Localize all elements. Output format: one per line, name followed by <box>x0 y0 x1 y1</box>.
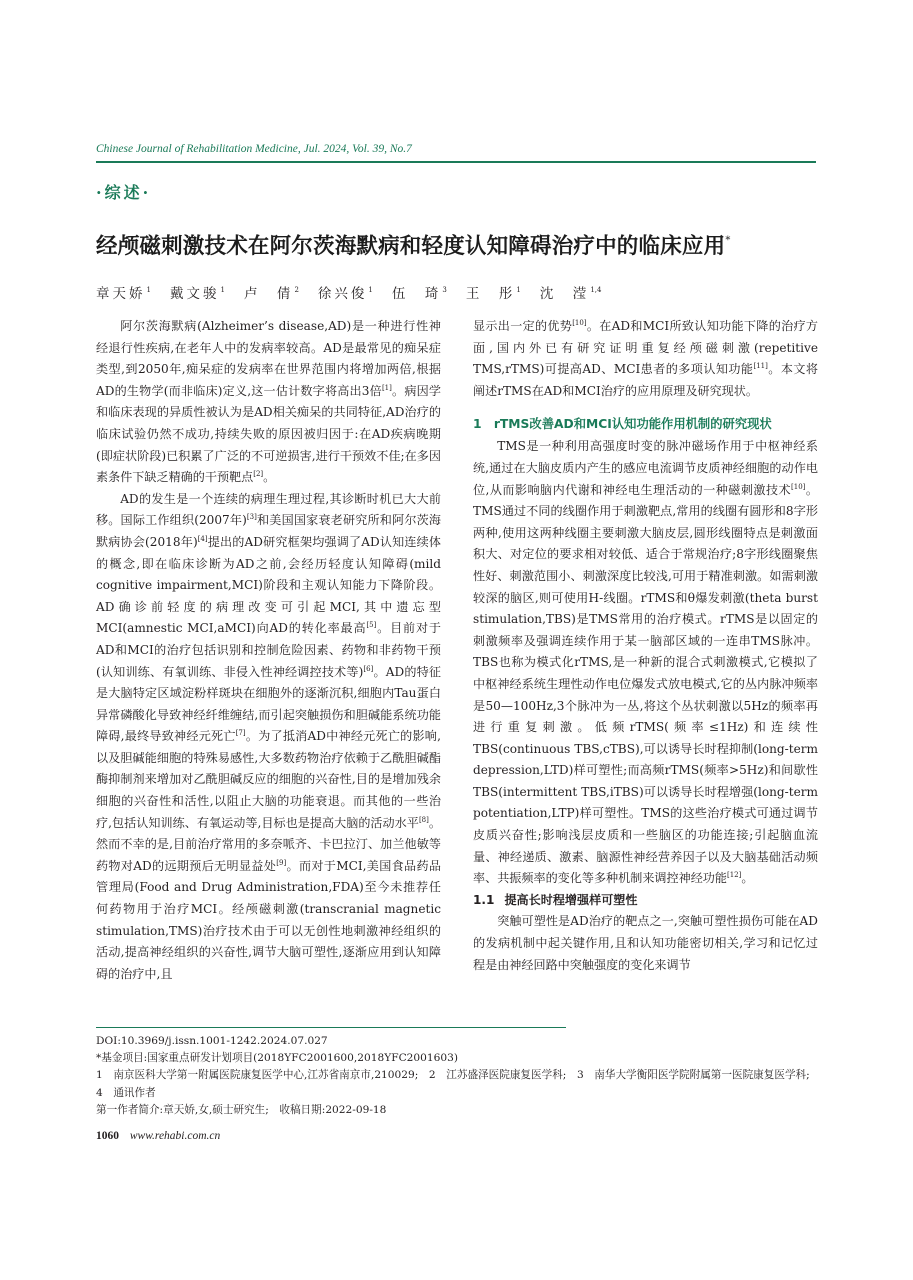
text-run: 。而对于MCI,美国食品药品管理局(Food and Drug Administration,FDA)至今未推荐任何药物用于治疗MCI。经颅磁刺激(transcranial magnetic stimulation,TMS)治疗技术由于可以无创性地刺激神经组织的活动,提高神经组织的兴奋性,调节大脑可塑性,逐渐应用到认知障碍的治疗中,且 <box>96 858 441 981</box>
body-paragraph-4 <box>473 436 818 889</box>
text-run: 。AD的特征是大脑特定区域淀粉样斑块在细胞外的逐渐沉积,细胞内Tau蛋白异常磷酸化导致神经纤维缠结,而引起突触损伤和胆碱能系统功能障碍,最终导致神经元死亡 <box>96 664 442 744</box>
author-name <box>244 282 299 302</box>
author-name-text: 沈 滢 <box>539 286 590 302</box>
citation-ref[interactable]: [10] <box>572 319 587 327</box>
author-affiliation: 3 <box>442 286 447 294</box>
text-run: 提出的AD研究框架均强调了AD认知连续体的概念,即在临床诊断为AD之前,会经历轻度认知障碍(mild cognitive impairment,MCI)阶段和主观认知能力下降阶段。AD确诊前轻度的病理改变可引起MCI,其中遗忘型MCI(amnestic MCI,aMCI)向AD的转化率最高 <box>96 534 441 636</box>
author-name-text: 戴文骏 <box>169 286 220 302</box>
citation-ref[interactable]: [2] <box>253 470 264 479</box>
page-number: 1060 <box>96 1130 119 1142</box>
author-name <box>170 282 225 302</box>
body-paragraph-5: 突触可塑性是AD治疗的靶点之一,突触可塑性损伤可能在AD的发病机制中起关键作用,且和认知功能密切相关,学习和记忆过程是由神经回路中突触强度的变化来调节 <box>473 914 818 972</box>
text-run: 阿尔茨海默病(Alzheimer’s disease,AD)是一种进行性神经退行性疾病,在老年人中的发病率较高。AD是最常见的痴呆症类型,到2050年,痴呆症的发病率在世界范围内将增加两倍,根据AD的生物学(而非临床)定义,这一估计数字将高出3倍 <box>96 319 441 398</box>
author-affiliation: 1 <box>220 286 225 294</box>
author-name <box>96 282 151 302</box>
citation-ref[interactable]: [10] <box>791 482 806 491</box>
author-affiliation: 2 <box>294 286 299 294</box>
text-run: 和美国国家衰老研究所和阿尔茨海默病协会(2018年) <box>96 513 441 549</box>
running-head: Chinese Journal of Rehabilitation Medicine, Jul. 2024, Vol. 39, No.7 <box>96 143 412 155</box>
subsection-heading <box>473 890 818 912</box>
right-column <box>473 316 818 976</box>
author-name-text: 卢 倩 <box>243 286 294 302</box>
text-run: 。TMS通过不同的线圈作用于刺激靶点,常用的线圈有圆形和8字形两种,使用这两种线圈主要刺激大脑皮层,圆形线圈特点是刺激面积大、对定位的要求相对较低、适合于常规治疗;8字形线圈聚焦性好、刺激范围小、刺激深度比较浅,可用于精准刺激。如需刺激较深的脑区,则可使用H-线圈。rTMS和θ爆发刺激(theta burst stimulation,TBS)是TMS常用的治疗模式。rTMS是以固定的刺激频率及强调连续作用于某一脑部区域的一连串TMS脉冲。TBS也称为模式化rTMS,是一种新的混合式刺激模式,它模拟了中枢神经系统生理性动作电位爆发式放电模式,它的丛内脉冲频率是50—100Hz,3个脉冲为一丛,将这个丛状刺激以5Hz的频率再进行重复刺激。低频rTMS(频率≤1Hz)和连续性TBS(continuous TBS,cTBS),可以诱导长时程抑制(long-term depression,LTD)样可塑性;而高频rTMS(频率>5Hz)和间歇性TBS(intermittent TBS,iTBS)可以诱导长时程增强(long-term potentiation,LTP)样可塑性。TMS的这些治疗模式可通过调节皮质兴奋性;影响浅层皮质和一些脑区的功能连接;引起脑血流量、神经递质、激素、脑源性神经营养因子以及大脑基础活动频率、共振频率的变化等多种机制来调控神经功能 <box>473 482 818 886</box>
journal-website-link[interactable]: www.rehabi.com.cn <box>129 1130 221 1142</box>
author-name <box>466 282 521 302</box>
citation-ref[interactable]: [12] <box>726 871 742 880</box>
author-affiliation: 1 <box>368 286 373 294</box>
author-name-text: 伍 琦 <box>391 286 442 302</box>
footnotes <box>96 1033 821 1119</box>
citation-ref[interactable]: [8] <box>418 815 429 824</box>
text-run: 。本文将阐述rTMS在AD和MCI治疗的应用原理及研究现状。 <box>473 362 818 398</box>
body-paragraph-3 <box>473 316 818 402</box>
article-title <box>96 229 816 260</box>
text-run: TMS是一种利用高强度时变的脉冲磁场作用于中枢神经系统,通过在大脑皮质内产生的感应电流调节皮质神经细胞的动作电位,从而影响脑内代谢和神经电生理活动的一种磁刺激技术 <box>473 439 818 497</box>
subsection-number: 1.1 <box>473 892 495 907</box>
citation-ref[interactable]: [9] <box>276 858 287 867</box>
citation-ref[interactable]: [7] <box>235 729 246 738</box>
citation-ref[interactable]: [1] <box>381 383 392 392</box>
section-heading: 1 rTMS改善AD和MCI认知功能作用机制的研究现状 <box>473 417 772 432</box>
header-rule <box>96 161 816 163</box>
citation-ref[interactable]: [3] <box>246 513 257 522</box>
citation-ref[interactable]: [11] <box>753 362 768 371</box>
text-run: 。病因学和临床表现的异质性被认为是AD相关痴呆的共同特征,AD治疗的临床试验仍然不成功,持续失败的原因被归因于:在AD疾病晚期(即症状阶段)已积累了广泛的不可逆损害,进行干预效不佳;在多因素条件下缺乏精确的干预靶点 <box>96 383 441 485</box>
title-fund-mark: * <box>725 235 731 246</box>
author-list <box>96 282 620 302</box>
footnote-rule <box>96 1027 566 1028</box>
author-affiliation: 1 <box>516 286 521 294</box>
author-name-text: 章天娇 <box>96 286 146 302</box>
text-run: 。目前对于AD和MCI的治疗包括识别和控制危险因素、药物和非药物干预(认知训练、有氧训练、非侵入性神经调控技术等) <box>96 621 441 679</box>
body-paragraph-1 <box>96 316 441 489</box>
subsection-title: 提高长时程增强样可塑性 <box>504 892 638 907</box>
first-author-info: 第一作者简介:章天娇,女,硕士研究生; 收稿日期:2022-09-18 <box>96 1103 387 1116</box>
author-affiliation: 1,4 <box>590 286 602 294</box>
text-run: 。然而不幸的是,目前治疗常用的多奈哌齐、卡巴拉汀、加兰他敏等药物对AD的远期预后无明显益处 <box>96 815 441 873</box>
text-run: 显示出一定的优势 <box>473 319 573 333</box>
text-run: 。在AD和MCI所致认知功能下降的治疗方面,国内外已有研究证明重复经颅磁刺激(repetitive TMS,rTMS)可提高AD、MCI患者的多项认知功能 <box>473 319 818 377</box>
citation-ref[interactable]: [5] <box>366 621 377 630</box>
citation-ref[interactable]: [6] <box>363 664 374 673</box>
author-name <box>540 282 602 302</box>
affiliations: 1 南京医科大学第一附属医院康复医学中心,江苏省南京市,210029; 2 江苏盛泽医院康复医学科; 3 南华大学衡阳医学院附属第一医院康复医学科; 4 通讯作者 <box>96 1069 821 1099</box>
text-run: AD的发生是一个连续的病理生理过程,其诊断时机已大大前移。国际工作组织(2007年) <box>96 491 441 528</box>
author-name <box>392 282 447 302</box>
author-name <box>318 282 373 302</box>
doi-line[interactable]: DOI:10.3969/j.issn.1001-1242.2024.07.027 <box>96 1035 328 1047</box>
text-run: 。 <box>263 470 276 485</box>
body-paragraph-2 <box>96 489 441 986</box>
author-name-text: 王 彤 <box>465 286 516 302</box>
left-column <box>96 316 441 985</box>
article-title-text: 经颅磁刺激技术在阿尔茨海默病和轻度认知障碍治疗中的临床应用 <box>96 234 726 259</box>
section-tag: ·综述· <box>96 183 152 202</box>
citation-ref[interactable]: [4] <box>197 534 208 543</box>
fund-line: *基金项目:国家重点研发计划项目(2018YFC2001600,2018YFC2001603) <box>96 1052 458 1065</box>
author-name-text: 徐兴俊 <box>317 286 368 302</box>
text-run: 。 <box>741 871 754 886</box>
page-footer <box>96 1130 220 1142</box>
text-run: 。为了抵消AD中神经元死亡的影响,以及胆碱能细胞的特殊易感性,大多数药物治疗依赖于乙酰胆碱酯酶抑制剂来增加对乙酰胆碱反应的细胞的兴奋性,目的是增加残余细胞的兴奋性和活性,以阻止大脑的功能衰退。而其他的一些治疗,包括认知训练、有氧运动等,目标也是提高大脑的活动水平 <box>96 729 441 830</box>
author-affiliation: 1 <box>146 286 151 294</box>
